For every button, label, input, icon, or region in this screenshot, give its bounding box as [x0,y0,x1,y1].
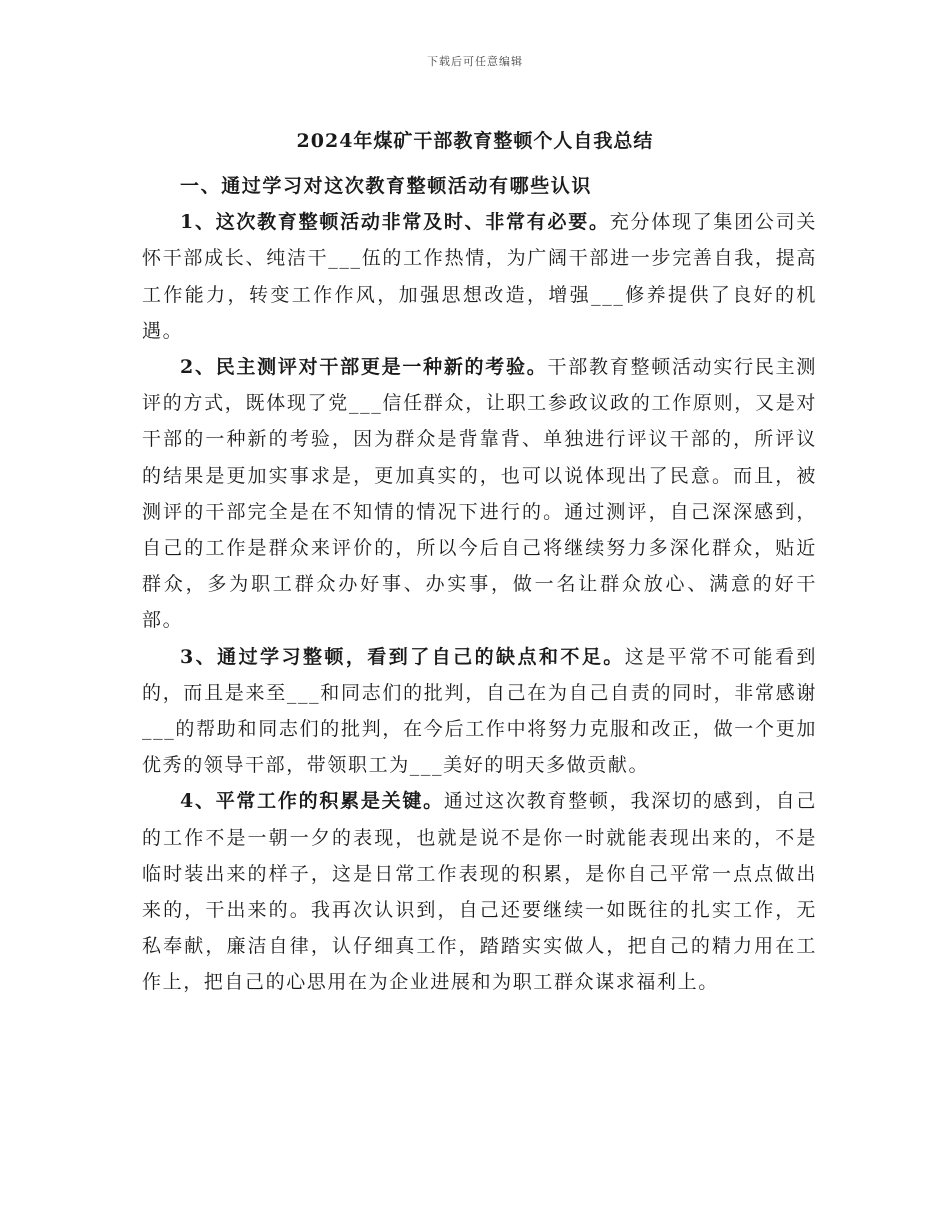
paragraph-lead: 3、通过学习整顿，看到了自己的缺点和不足。 [180,645,625,668]
paragraph-body: 干部教育整顿活动实行民主测评的方式，既体现了党___信任群众，让职工参政议政的工作原则，又是对干部的一种新的考验，因为群众是背靠背、单独进行评议干部的，所评议的结果是更加实事求是，更加真实的，也可以说体现出了民意。而且，被测评的干部完全是在不知情的情况下进行的。通过测评，自己深深感到，自己的工作是群众来评价的，所以今后自己将继续努力多深化群众，贴近群众，多为职工群众办好事、办实事，做一名让群众放心、满意的好干部。 [142,356,817,632]
paragraph-3 [142,639,817,784]
document-title: 2024年煤矿干部教育整顿个人自我总结 [296,130,654,152]
paragraph-body: 充分体现了集团公司关怀干部成长、纯洁干___伍的工作热情，为广阔干部进一步完善自我，提高工作能力，转变工作作风，加强思想改造，增强___修养提供了良好的机遇。 [142,211,817,342]
document-body [142,168,817,1001]
paragraph-lead: 2、民主测评对干部更是一种新的考验。 [180,356,548,379]
paragraph-body: 这是平常不可能看到的，而且是来至___和同志们的批判，自己在为自己自责的同时，非常感谢___的帮助和同志们的批判，在今后工作中将努力克服和改正，做一个更加优秀的领导干部，带领职工为___美好的明天多做贡献。 [142,645,817,777]
paragraph-lead: 4、平常工作的积累是关键。 [180,790,444,813]
header-note: 下载后可任意编辑 [427,55,523,68]
paragraph-body: 通过这次教育整顿，我深切的感到，自己的工作不是一朝一夕的表现，也就是说不是你一时就能表现出来的，不是临时装出来的样子，这是日常工作表现的积累，是你自己平常一点点做出来的，干出来的。我再次认识到，自己还要继续一如既往的扎实工作，无私奉献，廉洁自律，认仔细真工作，踏踏实实做人，把自己的精力用在工作上，把自己的心思用在为企业进展和为职工群众谋求福利上。 [142,790,817,994]
paragraph-4 [142,783,817,1000]
paragraph-lead: 1、这次教育整顿活动非常及时、非常有必要。 [180,211,610,234]
paragraph-2 [142,349,817,639]
section-heading: 一、通过学习对这次教育整顿活动有哪些认识 [180,175,593,197]
paragraph-1 [142,204,817,349]
